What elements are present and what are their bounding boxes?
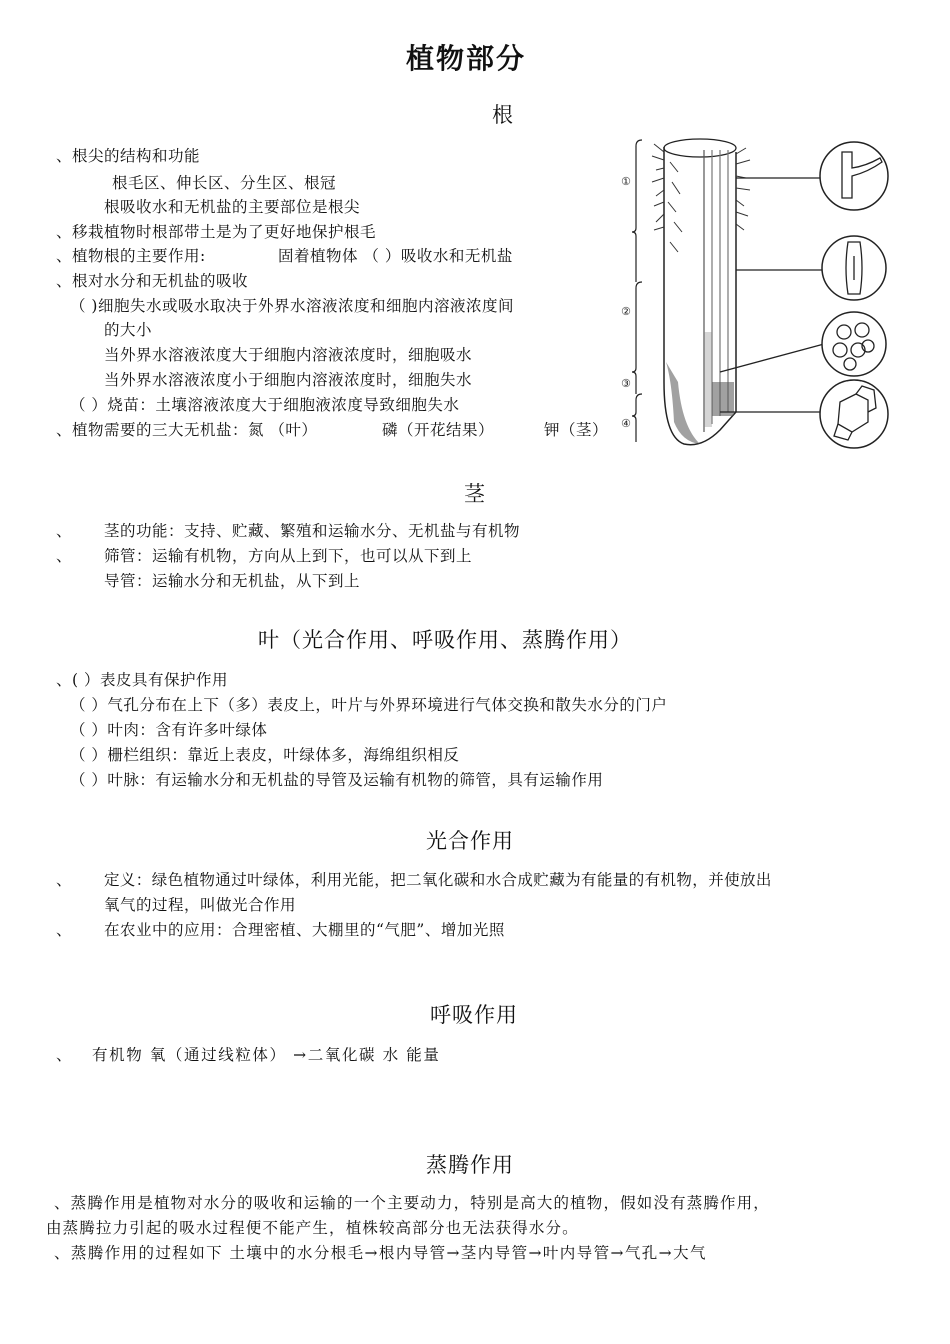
section-heading-photosynthesis: 光合作用 <box>426 829 514 853</box>
root-tip-diagram <box>612 132 912 452</box>
leaf-line-2: （ ）气孔分布在上下（多）表皮上，叶片与外界环境进行气体交换和散失水分的门户 <box>70 696 668 714</box>
section-heading-leaf: 叶（光合作用、呼吸作用、蒸腾作用） <box>258 628 632 652</box>
root-line-9: 当外界水溶液浓度大于细胞内溶液浓度时，细胞吸水 <box>104 346 473 364</box>
root-line-2: 根毛区、伸长区、分生区、根冠 <box>112 174 337 192</box>
leaf-line-4: （ ）栅栏组织：靠近上表皮，叶绿体多，海绵组织相反 <box>70 746 460 764</box>
section-heading-root: 根 <box>492 103 514 127</box>
figure-label-2: ② <box>621 305 631 318</box>
figure-label-1: ① <box>621 175 631 188</box>
leaf-line-1: 、( ）表皮具有保护作用 <box>56 671 228 689</box>
page-title: 植物部分 <box>406 42 527 75</box>
root-line-7: （ )细胞失水或吸水取决于外界水溶液浓度和细胞内溶液浓度间 <box>70 297 514 315</box>
stem-line-2: 筛管：运输有机物，方向从上到下，也可以从下到上 <box>104 547 473 565</box>
root-line-10: 当外界水溶液浓度小于细胞内溶液浓度时，细胞失水 <box>104 371 473 389</box>
root-line-8: 的大小 <box>104 321 153 339</box>
leaf-line-5: （ ）叶脉：有运输水分和无机盐的导管及运输有机物的筛管，具有运输作用 <box>70 771 604 789</box>
root-line-5: 、植物根的主要作用: <box>56 247 206 265</box>
photo-line-2: 氧气的过程，叫做光合作用 <box>104 896 297 914</box>
root-line-12b: 磷（开花结果） <box>382 421 495 439</box>
root-line-5b: 固着植物体 （ ）吸收水和无机盐 <box>278 247 513 265</box>
figure-label-3: ③ <box>621 377 631 390</box>
root-line-6: 、根对水分和无机盐的吸收 <box>56 272 249 290</box>
stem-line-1: 茎的功能：支持、贮藏、繁殖和运输水分、无机盐与有机物 <box>104 522 521 540</box>
root-line-11: （ ）烧苗：土壤溶液浓度大于细胞液浓度导致细胞失水 <box>70 396 460 414</box>
section-heading-transpiration: 蒸腾作用 <box>426 1153 514 1177</box>
root-line-12c: 钾（茎） <box>544 421 609 439</box>
stem-line-3: 导管：运输水分和无机盐，从下到上 <box>104 572 361 590</box>
resp-bullet-1: 、 <box>56 1046 73 1064</box>
photo-line-1: 定义：绿色植物通过叶绿体，利用光能，把二氧化碳和水合成贮藏为有能量的有机物，并使放出 <box>104 871 772 889</box>
transp-line-1: 、蒸腾作用是植物对水分的吸收和运输的一个主要动力，特别是高大的植物，假如没有蒸腾作用， <box>54 1194 770 1212</box>
stem-bullet-1: 、 <box>56 522 73 540</box>
transp-line-3: 、蒸腾作用的过程如下 土壤中的水分根毛→根内导管→茎内导管→叶内导管→气孔→大气 <box>54 1244 707 1262</box>
section-heading-stem: 茎 <box>464 482 486 506</box>
transp-line-2: 由蒸腾拉力引起的吸水过程便不能产生，植株较高部分也无法获得水分。 <box>46 1219 579 1237</box>
root-line-12: 、植物需要的三大无机盐：氮 （叶） <box>56 421 318 439</box>
figure-label-4: ④ <box>621 417 631 430</box>
leaf-line-3: （ ）叶肉：含有许多叶绿体 <box>70 721 268 739</box>
photo-bullet-1: 、 <box>56 871 73 889</box>
photo-bullet-2: 、 <box>56 921 73 939</box>
root-line-3: 根吸收水和无机盐的主要部位是根尖 <box>104 198 361 216</box>
resp-line-1: 有机物 氧（通过线粒体） →二氧化碳 水 能量 <box>92 1046 441 1064</box>
root-line-1: 、根尖的结构和功能 <box>56 147 201 165</box>
root-line-4: 、移栽植物时根部带土是为了更好地保护根毛 <box>56 223 377 241</box>
photo-line-3: 在农业中的应用：合理密植、大棚里的“气肥”、增加光照 <box>104 921 505 939</box>
stem-bullet-2: 、 <box>56 547 73 565</box>
section-heading-respiration: 呼吸作用 <box>430 1003 518 1027</box>
